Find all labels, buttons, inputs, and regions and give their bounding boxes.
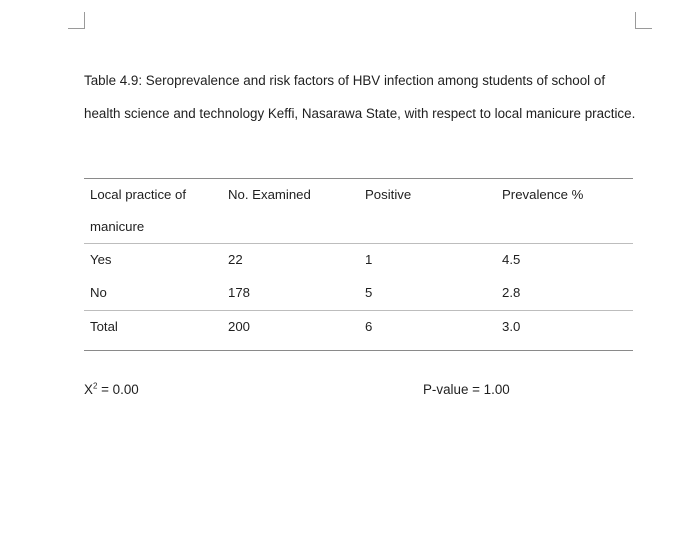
- cell-practice: Yes: [90, 252, 112, 267]
- cell-positive: 5: [365, 285, 373, 300]
- chi-value: = 0.00: [97, 382, 139, 397]
- table-row: [84, 244, 633, 278]
- table-row: [84, 277, 633, 311]
- cell-prevalence: 2.8: [502, 285, 521, 300]
- cell-examined: 200: [222, 311, 359, 351]
- table-caption: Table 4.9: Seroprevalence and risk factors of HBV infection among students of school of health science and technology Keffi, Nasarawa State, with respect to local manicure practice.: [84, 73, 636, 121]
- cell-positive: 6: [359, 311, 496, 351]
- header-no-examined: No. Examined: [222, 179, 359, 244]
- table-header-row: [84, 179, 633, 244]
- cell-practice: Total: [84, 311, 222, 351]
- cell-prevalence: 3.0: [496, 311, 633, 351]
- cell-practice: No: [90, 285, 107, 300]
- data-table: [84, 178, 633, 351]
- chi-square-statistic: [84, 382, 139, 397]
- page-corner-mark-top-right: [635, 12, 652, 29]
- chi-exponent: 2: [92, 381, 98, 391]
- header-local-practice: Local practice of manicure: [84, 179, 222, 244]
- table-row-total: [84, 311, 633, 351]
- chi-symbol: X: [84, 382, 93, 397]
- cell-examined: 178: [228, 285, 251, 300]
- cell-prevalence: 4.5: [502, 252, 521, 267]
- cell-examined: 22: [228, 252, 243, 267]
- page-corner-mark-top-left: [68, 12, 85, 29]
- header-positive: Positive: [359, 179, 496, 244]
- header-prevalence: Prevalence %: [496, 179, 633, 244]
- p-value-statistic: P-value = 1.00: [423, 382, 510, 397]
- cell-positive: 1: [365, 252, 373, 267]
